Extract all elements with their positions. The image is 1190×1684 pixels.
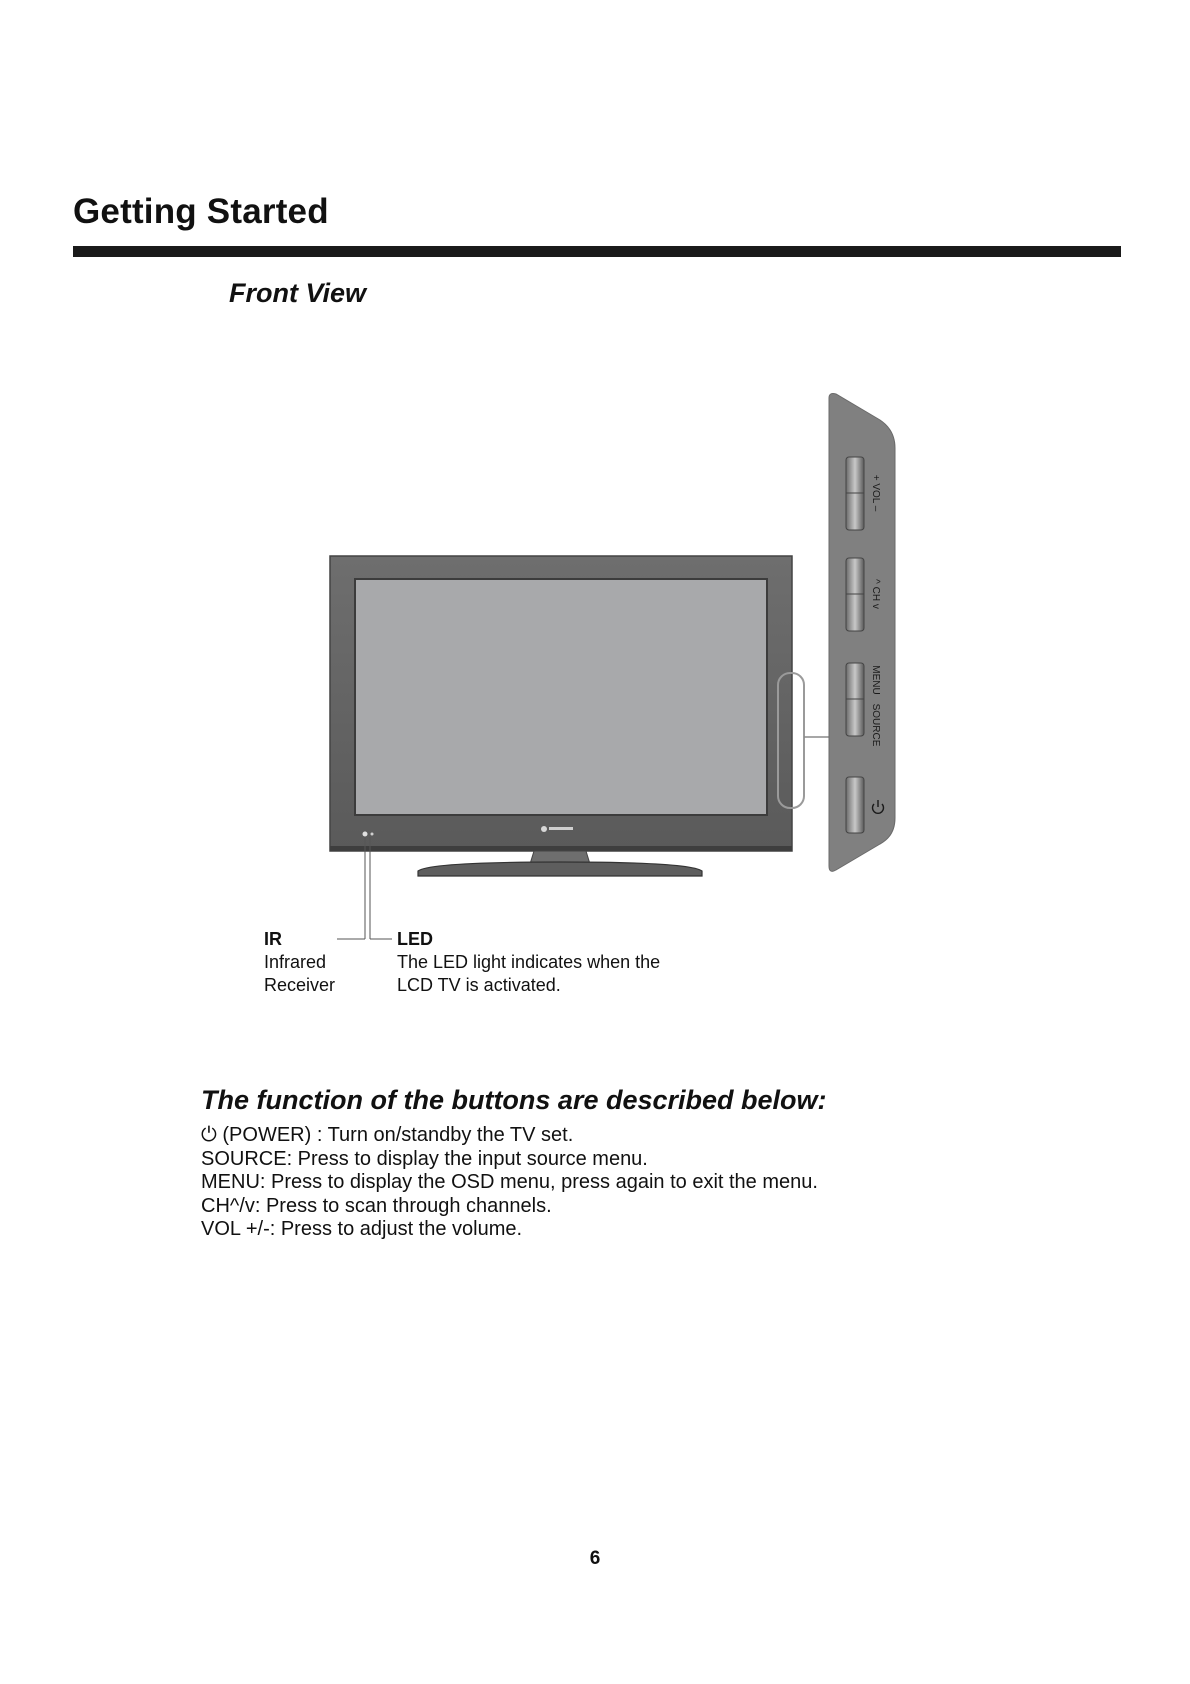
- buttons-heading: The function of the buttons are described below:: [201, 1085, 827, 1115]
- ir-title: IR: [264, 929, 282, 949]
- power-button: [846, 777, 864, 833]
- power-description: [201, 1124, 818, 1148]
- source-label: SOURCE: [870, 703, 881, 747]
- menu-label: MENU: [870, 665, 881, 695]
- led-light: [371, 833, 374, 836]
- title-rule: [73, 246, 1121, 257]
- menu-description: [201, 1171, 818, 1195]
- source-description: [201, 1148, 818, 1172]
- ir-line1: Infrared: [264, 952, 327, 972]
- ch-button: [846, 558, 864, 631]
- source-description-text: SOURCE: Press to display the input source menu.: [201, 1147, 648, 1170]
- ch-label: ^ CH v: [870, 579, 881, 609]
- led-line2: LCD TV is activated.: [397, 975, 561, 995]
- ir-callout: [264, 928, 335, 997]
- menu-description-text: MENU: Press to display the OSD menu, press again to exit the menu.: [201, 1171, 818, 1193]
- button-descriptions: [201, 1124, 818, 1242]
- vol-description-text: VOL +/-: Press to adjust the volume.: [201, 1218, 523, 1240]
- led-callout: [397, 928, 717, 997]
- tv-screen: [355, 579, 767, 815]
- vol-label: + VOL –: [870, 474, 881, 512]
- vol-button: [846, 457, 864, 530]
- led-title: LED: [397, 929, 433, 949]
- ir-sensor: [363, 832, 368, 837]
- ir-line2: Receiver: [264, 975, 336, 995]
- power-description-text: (POWER) : Turn on/standby the TV set.: [216, 1124, 574, 1146]
- page-title: Getting Started: [73, 192, 329, 231]
- ch-description: [201, 1195, 818, 1219]
- power-glyph-icon: ⏻: [201, 1124, 217, 1146]
- menu-source-button: [846, 663, 864, 736]
- page-number: 6: [589, 1548, 601, 1569]
- led-line1: The LED light indicates when the: [397, 952, 661, 972]
- vol-description: [201, 1218, 818, 1242]
- ch-description-text: CH^/v: Press to scan through channels.: [201, 1194, 552, 1217]
- section-heading: Front View: [229, 278, 367, 308]
